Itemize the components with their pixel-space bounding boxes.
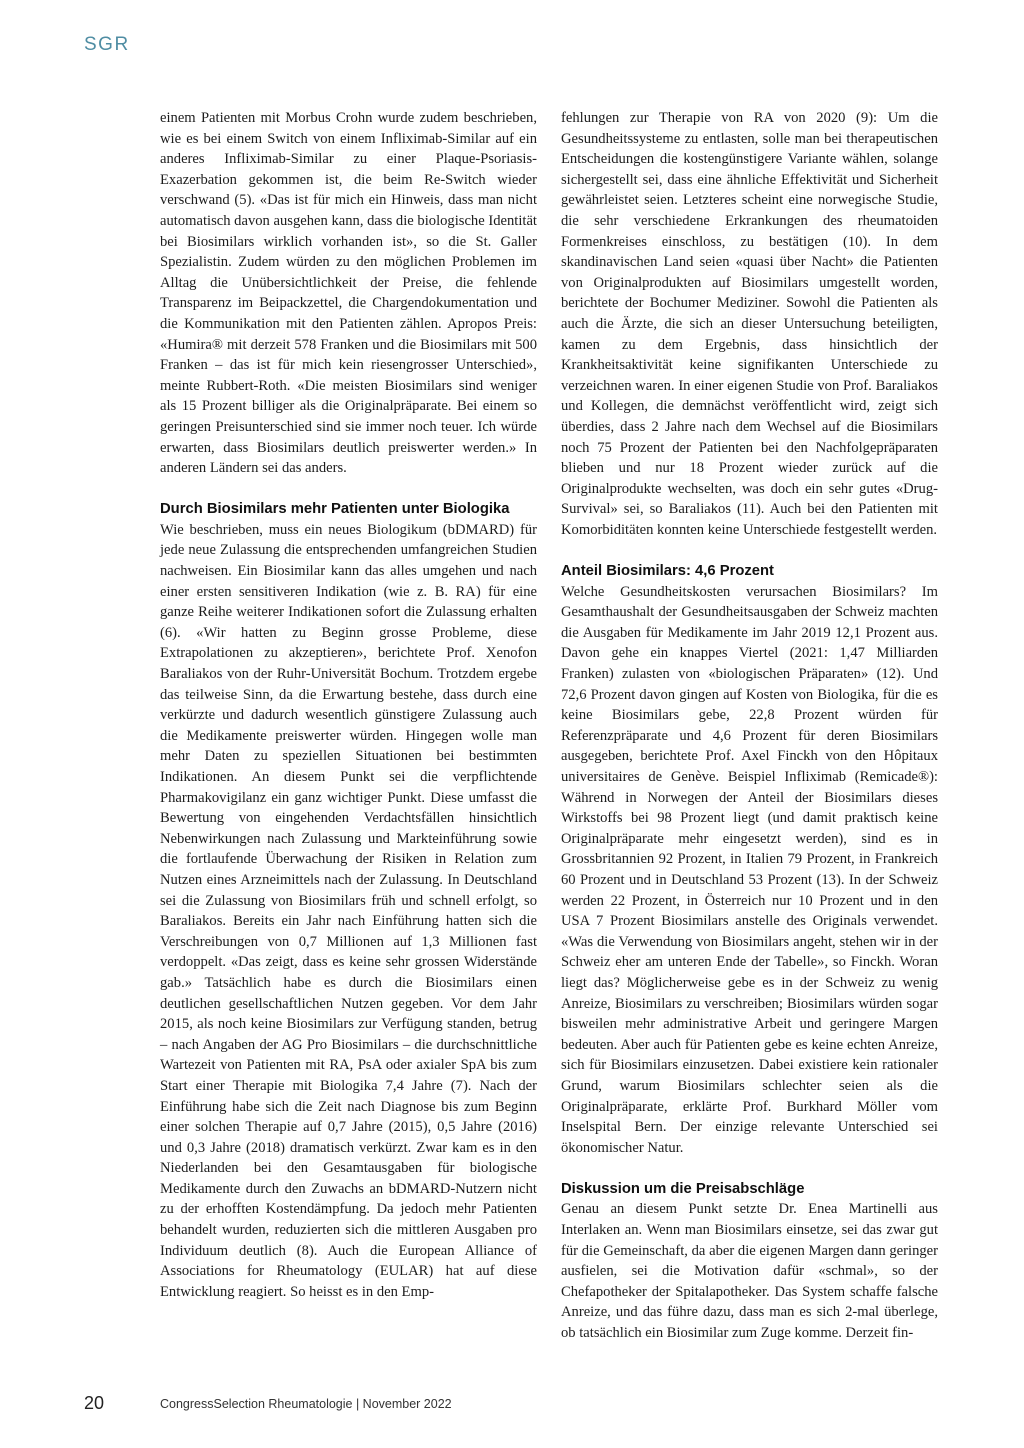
left-paragraph-2: Wie beschrieben, muss ein neues Biologikum (bDMARD) für jede neue Zulassung die entsprechenden umfangreichen Studien nachweisen. Ein Biosimilar kann das alles umgehen und nach einer ersten sensitiveren Indikation (wie z. B. RA) für eine ganze Reihe weiterer Indikationen sofort die Zulassung erhalten (6). «Wir hatten zu Beginn grosse Probleme, diese Extrapolationen zu akzeptieren», berichtete Prof. Xenofon Baraliakos von der Ruhr-Universität Bochum. Trotzdem ergebe das teilweise Sinn, da die Erwartung bestehe, dass durch eine verkürzte und dadurch wesentlich günstigere Zulassung auch die Medikamente preiswerter würden. Hingegen wolle man mehr Daten zu speziellen Situationen bei bestimmten Indikationen. An diesem Punkt sei die verpflichtende Pharmakovigilanz ein ganz wichtiger Punkt. Diese umfasst die Bewertung von eingehenden Verdachtsfällen hinsichtlich Nebenwirkungen nach Zulassung und Markteinführung sowie die fortlaufende Überwachung der Risiken in Relation zum Nutzen eines Arzneimittels nach der Zulassung. In Deutschland sei die Zulassung von Biosimilars früh und schnell erfolgt, so Baraliakos. Bereits ein Jahr nach Einführung hatten sich die Verschreibungen von 0,7 Millionen auf 1,3 Millionen fast verdoppelt. «Das zeigt, dass es keine sehr grossen Widerstände gab.» Tatsächlich habe es durch die Biosimilars einen deutlichen gesellschaftlichen Nutzen gegeben. Vor dem Jahr 2015, als noch keine Biosimilars zur Verfügung standen, betrug – nach Angaben der AG Pro Biosimilars – die durchschnittliche Wartezeit von Patienten mit RA, PsA oder axialer SpA bis zum Start einer Therapie mit Biologika 7,4 Jahre (7). Nach der Einführung habe sich die Zeit nach Diagnose bis zum Beginn einer solchen Therapie auf 0,7 Jahre (2015), 0,5 Jahre (2016) und 0,3 Jahre (2018) dramatisch verkürzt. Zwar kam es in den Niederlanden bei den Gesamtausgaben für biologische Medikamente durch den Zuwachs an bDMARD-Nutzern nicht zu der erhofften Kostendämpfung. Da jedoch mehr Patienten behandelt wurden, reduzierten sich die mittleren Ausgaben pro Individuum deutlich (8). Auch die European Alliance of Associations for Rheumatology (EULAR) hat auf diese Entwicklung reagiert. So heisst es in den Emp- [160, 521, 537, 1300]
section-tag: SGR [84, 34, 130, 55]
right-paragraph-2: Welche Gesundheitskosten verursachen Biosimilars? Im Gesamthaushalt der Gesundheitsausgaben der Schweiz machten die Ausgaben für Medikamente im Jahr 2019 12,1 Prozent aus. Davon gehe ein knappes Viertel (2021: 1,47 Milliarden Franken) zulasten von «biologischen Präparaten» (12). Und 72,6 Prozent davon gingen auf Kosten von Biologika, für die es keine Biosimilars gebe, 22,8 Prozent würden für Referenzpräparate und 4,6 Prozent für deren Biosimilars ausgegeben, berichtete Prof. Axel Finckh von den Hôpitaux universitaires de Genève. Beispiel Infliximab (Remicade®): Während in Norwegen der Anteil der Biosimilars dieses Wirkstoffs bei 98 Prozent liegt (und damit praktisch keine Originalpräparate mehr eingesetzt werden), sind es in Grossbritannien 92 Prozent, in Italien 79 Prozent, in Frankreich 60 Prozent und in Deutschland 53 Prozent (13). In der Schweiz werden 22 Prozent, in Österreich nur 10 Prozent und in den USA 7 Prozent Biosimilars anstelle des Originals verwendet. «Was die Verwendung von Biosimilars angeht, stehen wir in der Schweiz eher am unteren Ende der Tabelle», so Finckh. Woran liegt das? Möglicherweise gebe es in der Schweiz zu wenig Anreize, Biosimilars zu verschreiben; Biosimilars würden sogar bisweilen mehr administrative Arbeit und geringere Margen bedeuten. Aber auch für Patienten gebe es keine echten Anreize, sich für Biosimilars einzusetzen. Dabei existiere kein rationaler Grund, warum Biosimilars schlechter seien als die Originalpräparate, erklärte Prof. Burkhard Möller vom Inselspital Bern. Der einzige relevante Unterschied sei ökonomischer Natur. [561, 583, 938, 1156]
publication-footer: CongressSelection Rheumatologie | November 2022 [160, 1397, 452, 1411]
left-column [160, 108, 537, 1302]
left-paragraph-1: einem Patienten mit Morbus Crohn wurde zudem beschrieben, wie es bei einem Switch von einem Infliximab-Similar auf ein anderes Infliximab-Similar zu einer Plaque-Psoriasis-Exazerbation gekommen ist, die beim Re-Switch wieder verschwand (5). «Das ist für mich ein Hinweis, dass man nicht automatisch davon ausgehen kann, dass die biologische Identität bei Biosimilars wirklich vorhanden ist», so die St. Galler Spezialistin. Zudem würden zu den möglichen Problemen im Alltag die Unübersichtlichkeit der Preise, die fehlende Transparenz im Beipackzettel, die Chargendokumentation und die Kommunikation mit den Patienten zählen. Apropos Preis: «Humira® mit derzeit 578 Franken und die Biosimilars mit 500 Franken – das ist für mich kein riesengrosser Unterschied», meinte Rubbert-Roth. «Die meisten Biosimilars sind weniger als 15 Prozent billiger als die Originalpräparate. Bei einem so geringen Preisunterschied sind sie immer noch teuer. Ich würde erwarten, dass Biosimilars deutlich preiswerter werden.» In anderen Ländern sei das anders. [160, 110, 537, 477]
right-heading-2: Diskussion um die Preisabschläge [561, 1180, 805, 1197]
right-paragraph-3: Genau an diesem Punkt setzte Dr. Enea Martinelli aus Interlaken an. Wenn man Biosimilars einsetze, sei das zwar gut für die Gemeinschaft, da aber die eigenen Margen dann geringer ausfielen, sei die Motivation dafür «schmal», so der Chefapotheker der Spitalapotheker. Das System schaffe falsche Anreize, und das führe dazu, dass man es sich 2-mal überlege, ob tatsächlich ein Biosimilar zum Zuge komme. Derzeit fin- [561, 1201, 938, 1342]
left-heading-1: Durch Biosimilars mehr Patienten unter Biologika [160, 501, 510, 518]
right-paragraph-1: fehlungen zur Therapie von RA von 2020 (9): Um die Gesundheitssysteme zu entlasten, solle man bei therapeutischen Entscheidungen die kostengünstigere Variante wählen, solange sichergestellt sei, dass eine ähnliche Effektivität und Sicherheit gewährleistet seien. Letzteres scheint eine norwegische Studie, die sehr verschiedene Erkrankungen des rheumatoiden Formenkreises einschloss, zu bestätigen (10). In dem skandinavischen Land seien «quasi über Nacht» die Patienten von Originalprodukten auf Biosimilars umgestellt worden, berichtete der Bochumer Mediziner. Sowohl die Patienten als auch die Ärzte, die sich an dieser Untersuchung beteiligten, kamen zu dem Ergebnis, dass hinsichtlich der Krankheitsaktivität keine signifikanten Unterschiede zu verzeichnen waren. In einer eigenen Studie von Prof. Baraliakos und Kollegen, die demnächst veröffentlicht wird, zeigt sich überdies, dass 2 Jahre nach dem Wechsel auf die Biosimilars noch 75 Prozent der Patienten bei den Nachfolgepräparaten blieben und nur 18 Prozent wieder zurück auf die Originalprodukte wechselten, was doch ein sehr gutes «Drug-Survival» sei, so Baraliakos (11). Auch bei den Patienten mit Komorbiditäten konnten keine Unterschiede festgestellt werden. [561, 110, 938, 538]
right-heading-1: Anteil Biosimilars: 4,6 Prozent [561, 563, 774, 580]
right-column [561, 108, 938, 1344]
page-number: 20 [84, 1393, 105, 1413]
